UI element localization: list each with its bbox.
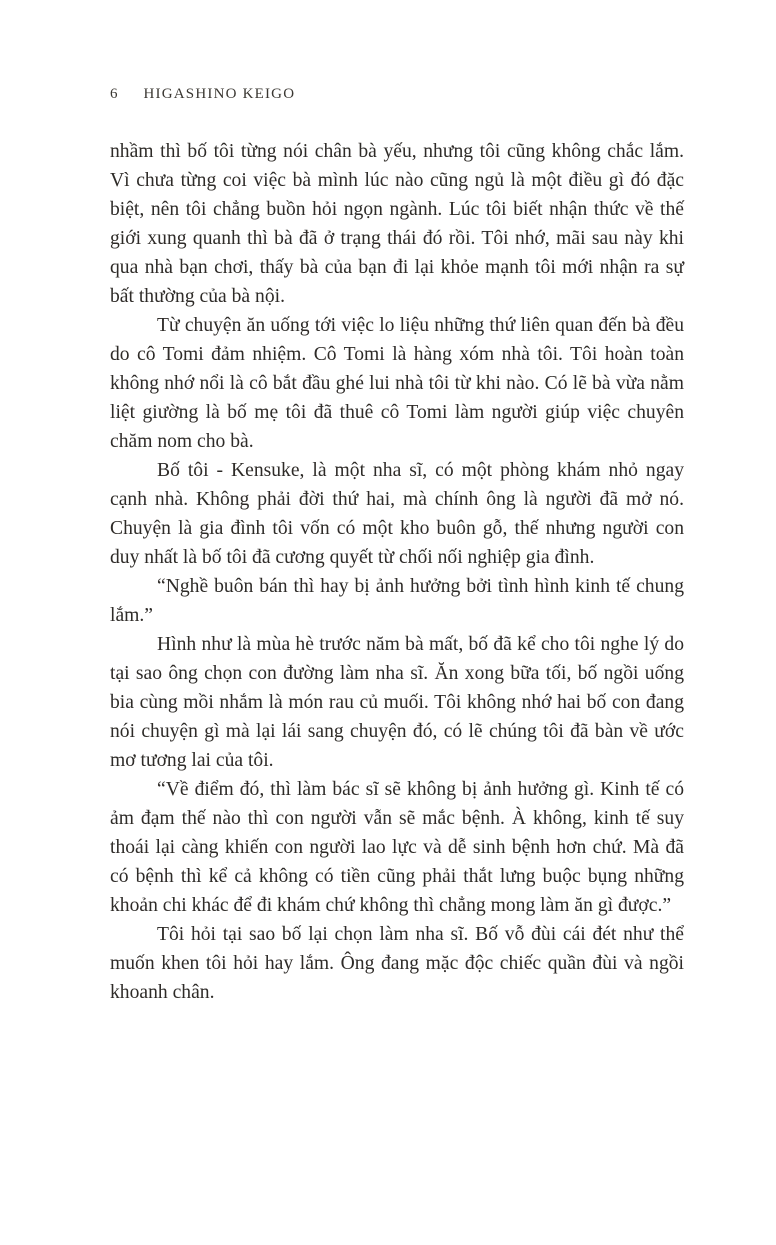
running-head xyxy=(110,86,684,103)
page-body xyxy=(110,137,684,1007)
page-number: 6 xyxy=(110,86,118,102)
paragraph: Tôi hỏi tại sao bố lại chọn làm nha sĩ. Bố vỗ đùi cái đét như thể muốn khen tôi hỏi hay lắm. Ông đang mặc độc chiếc quần đùi và ngồi khoanh chân. xyxy=(110,924,684,1003)
paragraph: Từ chuyện ăn uống tới việc lo liệu những thứ liên quan đến bà đều do cô Tomi đảm nhiệm. Cô Tomi là hàng xóm nhà tôi. Tôi hoàn toàn không nhớ nổi là cô bắt đầu ghé lui nhà tôi từ khi nào. Có lẽ bà vừa nằm liệt giường là bố mẹ tôi đã thuê cô Tomi làm người giúp việc chuyên chăm nom cho bà. xyxy=(110,315,684,452)
paragraph: Hình như là mùa hè trước năm bà mất, bố đã kể cho tôi nghe lý do tại sao ông chọn con đường làm nha sĩ. Ăn xong bữa tối, bố ngồi uống bia cùng mồi nhắm là món rau củ muối. Tôi không nhớ hai bố con đang nói chuyện gì mà lại lái sang chuyện đó, có lẽ chúng tôi đã bàn về ước mơ tương lai của tôi. xyxy=(110,634,684,771)
paragraph: Bố tôi - Kensuke, là một nha sĩ, có một phòng khám nhỏ ngay cạnh nhà. Không phải đời thứ hai, mà chính ông là người đã mở nó. Chuyện là gia đình tôi vốn có một kho buôn gỗ, thế nhưng người con duy nhất là bố tôi đã cương quyết từ chối nối nghiệp gia đình. xyxy=(110,460,684,568)
paragraph: nhầm thì bố tôi từng nói chân bà yếu, nhưng tôi cũng không chắc lắm. Vì chưa từng coi việc bà mình lúc nào cũng ngủ là một điều gì đó đặc biệt, nên tôi chẳng buồn hỏi ngọn ngành. Lúc tôi biết nhận thức về thế giới xung quanh thì bà đã ở trạng thái đó rồi. Tôi nhớ, mãi sau này khi qua nhà bạn chơi, thấy bà của bạn đi lại khỏe mạnh tôi mới nhận ra sự bất thường của bà nội. xyxy=(110,141,684,307)
paragraph: “Về điểm đó, thì làm bác sĩ sẽ không bị ảnh hưởng gì. Kinh tế có ảm đạm thế nào thì con người vẫn sẽ mắc bệnh. À không, kinh tế suy thoái lại càng khiến con người lao lực và dễ sinh bệnh hơn chứ. Mà đã có bệnh thì kể cả không có tiền cũng phải thắt lưng buộc bụng những khoản chi khác để đi khám chứ không thì chẳng mong làm ăn gì được.” xyxy=(110,779,684,916)
running-title: HIGASHINO KEIGO xyxy=(143,86,296,102)
paragraph: “Nghề buôn bán thì hay bị ảnh hưởng bởi tình hình kinh tế chung lắm.” xyxy=(110,576,684,626)
